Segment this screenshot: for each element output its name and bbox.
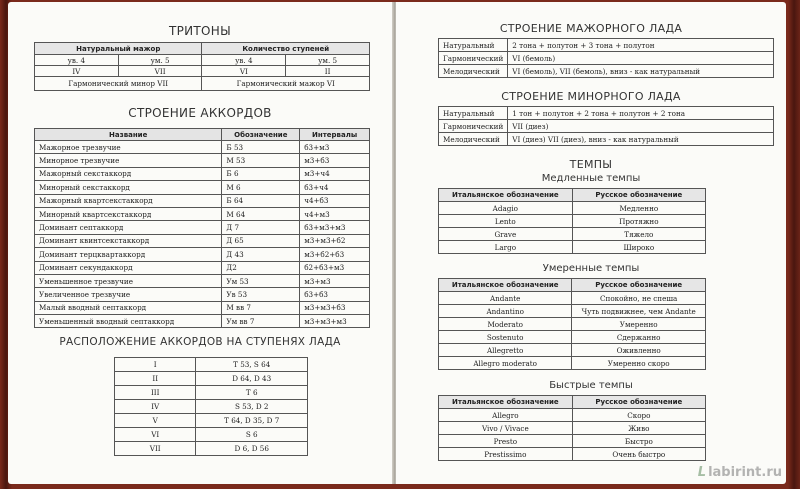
table-cell: Натуральный bbox=[439, 107, 508, 120]
table-cell: II bbox=[115, 372, 196, 386]
tritones-subheader: ув. 4 bbox=[35, 55, 119, 66]
table-cell: Живо bbox=[572, 422, 705, 435]
table-row bbox=[439, 65, 774, 78]
table-cell: б2+б3+м3 bbox=[300, 261, 370, 274]
table-cell: Скоро bbox=[572, 409, 705, 422]
table-cell: Мажорное трезвучие bbox=[35, 141, 222, 154]
chords-title: СТРОЕНИЕ АККОРДОВ bbox=[128, 106, 272, 120]
table-row bbox=[35, 301, 370, 314]
major-title: СТРОЕНИЕ МАЖОРНОГО ЛАДА bbox=[499, 22, 683, 35]
table-cell: Очень быстро bbox=[572, 448, 705, 461]
table-cell: Минорный квартсекстаккорд bbox=[35, 207, 222, 220]
fast-tempos-title: Быстрые темпы bbox=[549, 380, 633, 391]
table-cell: S 6 bbox=[196, 428, 308, 442]
table-row bbox=[35, 234, 370, 247]
tempo-header: Русское обозначение bbox=[572, 279, 706, 292]
slow-tempos-title: Медленные темпы bbox=[541, 173, 641, 184]
table-cell: ч4+б3 bbox=[300, 194, 370, 207]
table-cell: Д 7 bbox=[222, 221, 300, 234]
table-cell: I bbox=[115, 358, 196, 372]
table-row bbox=[439, 409, 706, 422]
table-cell: III bbox=[115, 386, 196, 400]
table-cell: м3+б3 bbox=[300, 154, 370, 167]
table-cell: б3+ч4 bbox=[300, 181, 370, 194]
table-cell: Доминант квинтсекстаккорд bbox=[35, 234, 222, 247]
tritones-cell: IV bbox=[35, 66, 119, 77]
table-row bbox=[439, 202, 706, 215]
tritones-cell: VI bbox=[202, 66, 286, 77]
table-cell: VII bbox=[115, 442, 196, 456]
table-cell: Уменьшенное трезвучие bbox=[35, 274, 222, 287]
table-cell: Протяжно bbox=[572, 215, 705, 228]
tritones-footer-major: Гармонический мажор VI bbox=[202, 77, 370, 91]
table-cell: T 53, S 64 bbox=[196, 358, 308, 372]
tempo-header: Итальянское обозначение bbox=[439, 279, 572, 292]
table-cell: Гармонический bbox=[439, 52, 508, 65]
table-cell: D 64, D 43 bbox=[196, 372, 308, 386]
table-cell: м3+м3+м3 bbox=[300, 315, 370, 328]
table-cell: Adagio bbox=[439, 202, 573, 215]
table-cell: Натуральный bbox=[439, 39, 508, 52]
table-row bbox=[35, 248, 370, 261]
table-cell: V bbox=[115, 414, 196, 428]
table-cell: м3+м3+б3 bbox=[300, 301, 370, 314]
table-row bbox=[439, 52, 774, 65]
table-cell: Vivo / Vivace bbox=[439, 422, 573, 435]
table-row bbox=[115, 442, 308, 456]
table-row bbox=[439, 215, 706, 228]
table-row bbox=[35, 221, 370, 234]
table-cell: Lento bbox=[439, 215, 573, 228]
table-cell: 2 тона + полутон + 3 тона + полутон bbox=[508, 39, 774, 52]
table-row bbox=[439, 120, 774, 133]
table-row bbox=[439, 241, 706, 254]
tritones-subheader: ум. 5 bbox=[118, 55, 202, 66]
table-cell: М 64 bbox=[222, 207, 300, 220]
table-cell: м3+м3+б2 bbox=[300, 234, 370, 247]
table-cell: Andantino bbox=[439, 305, 572, 318]
table-row bbox=[439, 448, 706, 461]
table-cell: Доминант терцквартаккорд bbox=[35, 248, 222, 261]
table-cell: Б 53 bbox=[222, 141, 300, 154]
table-row bbox=[35, 181, 370, 194]
table-cell: м3+ч4 bbox=[300, 167, 370, 180]
table-row bbox=[439, 39, 774, 52]
right-page bbox=[396, 2, 786, 484]
table-cell: м3+б2+б3 bbox=[300, 248, 370, 261]
table-row bbox=[439, 292, 706, 305]
table-row bbox=[439, 318, 706, 331]
table-row bbox=[35, 274, 370, 287]
chords-header-name: Название bbox=[35, 129, 222, 141]
table-cell: б3+м3 bbox=[300, 141, 370, 154]
table-row bbox=[439, 357, 706, 370]
watermark-text: labirint.ru bbox=[708, 465, 782, 480]
table-cell: Быстро bbox=[572, 435, 705, 448]
table-cell: Гармонический bbox=[439, 120, 508, 133]
chords-header-intervals: Интервалы bbox=[300, 129, 370, 141]
table-cell: Уменьшенный вводный септаккорд bbox=[35, 315, 222, 328]
table-row bbox=[115, 358, 308, 372]
tritones-table bbox=[34, 42, 370, 91]
table-row bbox=[115, 400, 308, 414]
table-row bbox=[439, 228, 706, 241]
table-row bbox=[115, 386, 308, 400]
table-row bbox=[115, 372, 308, 386]
table-cell: Allegro moderato bbox=[439, 357, 572, 370]
moderate-tempos-title: Умеренные темпы bbox=[542, 263, 640, 274]
table-cell: Мелодический bbox=[439, 65, 508, 78]
table-cell: Andante bbox=[439, 292, 572, 305]
table-row bbox=[35, 261, 370, 274]
table-cell: Ув 53 bbox=[222, 288, 300, 301]
watermark-logo-icon: L bbox=[697, 465, 707, 480]
table-cell: М вв 7 bbox=[222, 301, 300, 314]
table-row bbox=[35, 288, 370, 301]
table-row bbox=[439, 435, 706, 448]
table-cell: Спокойно, не спеша bbox=[572, 292, 706, 305]
table-row bbox=[35, 207, 370, 220]
watermark bbox=[698, 465, 782, 480]
table-row bbox=[439, 107, 774, 120]
table-cell: VI (диез) VII (диез), вниз - как натуральный bbox=[508, 133, 774, 146]
table-cell: Moderato bbox=[439, 318, 572, 331]
table-cell: Prestissimo bbox=[439, 448, 573, 461]
table-cell: Д 43 bbox=[222, 248, 300, 261]
table-cell: Б 6 bbox=[222, 167, 300, 180]
table-cell: S 53, D 2 bbox=[196, 400, 308, 414]
table-cell: VI (бемоль) bbox=[508, 52, 774, 65]
table-cell: М 53 bbox=[222, 154, 300, 167]
table-cell: T 64, D 35, D 7 bbox=[196, 414, 308, 428]
table-row bbox=[35, 315, 370, 328]
table-cell: Д 65 bbox=[222, 234, 300, 247]
moderate-tempos-table bbox=[438, 278, 706, 370]
table-cell: Sostenuto bbox=[439, 331, 572, 344]
tempo-header: Итальянское обозначение bbox=[439, 189, 573, 202]
table-cell: 1 тон + полутон + 2 тона + полутон + 2 тона bbox=[508, 107, 774, 120]
table-cell: Ум 53 bbox=[222, 274, 300, 287]
table-cell: Presto bbox=[439, 435, 573, 448]
tempo-header: Русское обозначение bbox=[572, 189, 705, 202]
tritones-header-degrees: Количество ступеней bbox=[202, 43, 370, 55]
tempo-header: Русское обозначение bbox=[572, 396, 705, 409]
table-cell: М 6 bbox=[222, 181, 300, 194]
tritones-title: ТРИТОНЫ bbox=[168, 24, 232, 38]
table-cell: VI (бемоль), VII (бемоль), вниз - как натуральный bbox=[508, 65, 774, 78]
table-cell: м3+м3 bbox=[300, 274, 370, 287]
table-row bbox=[439, 422, 706, 435]
table-cell: Доминант секундаккорд bbox=[35, 261, 222, 274]
tempo-header: Итальянское обозначение bbox=[439, 396, 573, 409]
table-cell: Малый вводный септаккорд bbox=[35, 301, 222, 314]
table-cell: Минорный секстаккорд bbox=[35, 181, 222, 194]
table-cell: Чуть подвижнее, чем Andante bbox=[572, 305, 706, 318]
table-cell: Медленно bbox=[572, 202, 705, 215]
table-cell: Умеренно bbox=[572, 318, 706, 331]
table-row bbox=[35, 154, 370, 167]
tritones-footer-minor: Гармонический минор VII bbox=[35, 77, 202, 91]
table-cell: ч4+м3 bbox=[300, 207, 370, 220]
table-row bbox=[439, 331, 706, 344]
table-cell: Б 64 bbox=[222, 194, 300, 207]
table-cell: VII (диез) bbox=[508, 120, 774, 133]
tritones-subheader: ув. 4 bbox=[202, 55, 286, 66]
degrees-table bbox=[114, 357, 308, 456]
table-cell: IV bbox=[115, 400, 196, 414]
table-cell: Мажорный квартсекстаккорд bbox=[35, 194, 222, 207]
table-row bbox=[439, 305, 706, 318]
table-cell: Ум вв 7 bbox=[222, 315, 300, 328]
chords-header-symbol: Обозначение bbox=[222, 129, 300, 141]
tritones-subheader: ум. 5 bbox=[286, 55, 370, 66]
table-cell: Grave bbox=[439, 228, 573, 241]
table-cell: D 6, D 56 bbox=[196, 442, 308, 456]
table-row bbox=[35, 194, 370, 207]
slow-tempos-table bbox=[438, 188, 706, 254]
table-cell: Д2 bbox=[222, 261, 300, 274]
table-cell: Allegro bbox=[439, 409, 573, 422]
table-row bbox=[439, 133, 774, 146]
table-cell: Увеличенное трезвучие bbox=[35, 288, 222, 301]
table-row bbox=[439, 344, 706, 357]
tritones-cell: VII bbox=[118, 66, 202, 77]
table-row bbox=[35, 141, 370, 154]
table-cell: Минорное трезвучие bbox=[35, 154, 222, 167]
table-cell: Мелодический bbox=[439, 133, 508, 146]
table-cell: Allegretto bbox=[439, 344, 572, 357]
fast-tempos-table bbox=[438, 395, 706, 461]
table-cell: Доминант септаккорд bbox=[35, 221, 222, 234]
table-cell: T 6 bbox=[196, 386, 308, 400]
major-mode-table bbox=[438, 38, 774, 78]
table-row bbox=[35, 167, 370, 180]
chords-table bbox=[34, 128, 370, 328]
tritones-cell: II bbox=[286, 66, 370, 77]
minor-title: СТРОЕНИЕ МИНОРНОГО ЛАДА bbox=[501, 90, 681, 103]
table-cell: Largo bbox=[439, 241, 573, 254]
table-cell: Мажорный секстаккорд bbox=[35, 167, 222, 180]
tempos-title: ТЕМПЫ bbox=[569, 158, 613, 171]
table-row bbox=[115, 428, 308, 442]
table-cell: б3+м3+м3 bbox=[300, 221, 370, 234]
tritones-header-major: Натуральный мажор bbox=[35, 43, 202, 55]
table-cell: Умеренно скоро bbox=[572, 357, 706, 370]
left-page bbox=[8, 2, 392, 484]
table-row bbox=[115, 414, 308, 428]
table-cell: б3+б3 bbox=[300, 288, 370, 301]
table-cell: Сдержанно bbox=[572, 331, 706, 344]
table-cell: Оживленно bbox=[572, 344, 706, 357]
table-cell: Тяжело bbox=[572, 228, 705, 241]
degrees-title: РАСПОЛОЖЕНИЕ АККОРДОВ НА СТУПЕНЯХ ЛАДА bbox=[59, 336, 341, 348]
table-cell: VI bbox=[115, 428, 196, 442]
table-cell: Широко bbox=[572, 241, 705, 254]
minor-mode-table bbox=[438, 106, 774, 146]
